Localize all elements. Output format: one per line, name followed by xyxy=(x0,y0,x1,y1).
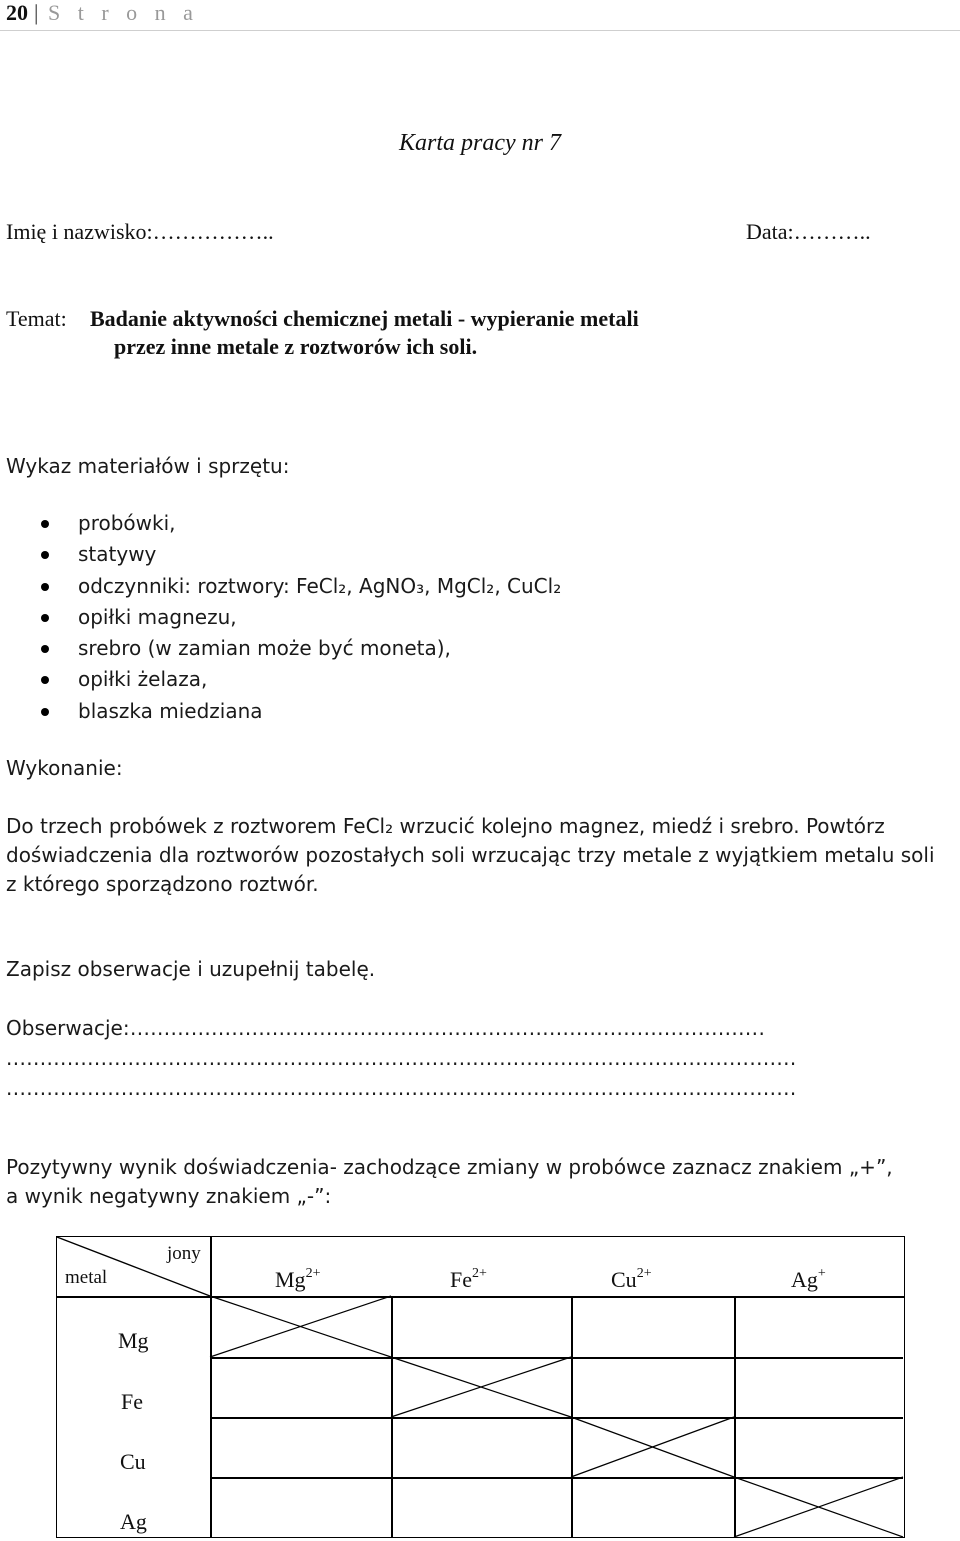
column-header-cu: $Cu^{2+}$ xyxy=(611,1266,652,1292)
page-separator: | xyxy=(34,0,39,25)
topic-label: Temat: xyxy=(6,306,67,331)
result-note-line-2: a wynik negatywny znakiem „-”: xyxy=(6,1184,332,1208)
procedure-line: z którego sporządzono roztwór. xyxy=(6,872,319,896)
topic-line-2: przez inne metale z roztworów ich soli. xyxy=(114,334,478,359)
result-note-line-1: Pozytywny wynik doświadczenia- zachodzące zmiany w probówce zaznacz znakiem „+”, xyxy=(6,1155,893,1179)
bullet-icon xyxy=(41,676,49,684)
observations-line-3[interactable]: ..................................................................................................................... xyxy=(6,1076,797,1100)
materials-list xyxy=(0,508,561,727)
column-header-mg: $Mg^{2+}$ xyxy=(275,1266,321,1292)
student-name-field: Imię i nazwisko:…………….. xyxy=(6,219,274,244)
bullet-icon xyxy=(41,614,49,622)
list-item: blaszka miedziana xyxy=(0,696,561,727)
worksheet-title: Karta pracy nr 7 xyxy=(399,130,561,156)
procedure-line: doświadczenia dla roztworów pozostałych soli wrzucając trzy metale z wyjątkiem metalu soli xyxy=(6,843,935,867)
list-item: statywy xyxy=(0,539,561,570)
column-header-fe: $Fe^{2+}$ xyxy=(450,1266,487,1292)
corner-label-ions: jony xyxy=(167,1243,201,1264)
date-field: Data:……….. xyxy=(746,219,871,244)
bullet-icon xyxy=(41,583,49,591)
observations-instruction: Zapisz obserwacje i uzupełnij tabelę. xyxy=(6,957,376,981)
bullet-icon xyxy=(41,708,49,716)
topic-line-1: Badanie aktywności chemicznej metali - wypieranie metali xyxy=(90,306,639,331)
row-label-mg: Mg xyxy=(118,1328,149,1353)
list-item: probówki, xyxy=(0,508,561,539)
bullet-icon xyxy=(41,645,49,653)
procedure-line: Do trzech probówek z roztworem FeCl₂ wrzucić kolejno magnez, miedź i srebro. Powtórz xyxy=(6,814,885,838)
procedure-paragraph xyxy=(6,812,956,899)
observations-label: Obserwacje: xyxy=(6,1016,130,1040)
row-label-ag: Ag xyxy=(120,1509,147,1534)
list-item: opiłki magnezu, xyxy=(0,602,561,633)
bullet-icon xyxy=(41,520,49,528)
list-item: srebro (w zamian może być moneta), xyxy=(0,633,561,664)
list-item: opiłki żelaza, xyxy=(0,664,561,695)
page-number: 20 xyxy=(6,0,28,25)
header-rule xyxy=(0,30,960,31)
row-label-cu: Cu xyxy=(120,1449,146,1474)
column-header-ag: Ag+ xyxy=(791,1266,826,1292)
row-label-fe: Fe xyxy=(121,1389,143,1414)
observations-line-2[interactable]: ..................................................................................................................... xyxy=(6,1046,797,1070)
materials-heading: Wykaz materiałów i sprzętu: xyxy=(6,454,290,478)
observations-line-1[interactable]: .............................................................................................. xyxy=(130,1016,766,1040)
corner-label-metal: metal xyxy=(65,1267,108,1288)
bullet-icon xyxy=(41,551,49,559)
results-table xyxy=(56,1236,905,1538)
page-word: S t r o n a xyxy=(48,0,199,25)
list-item: odczynniki: roztwory: FeCl₂, AgNO₃, MgCl₂, CuCl₂ xyxy=(0,571,561,602)
procedure-heading: Wykonanie: xyxy=(6,756,123,780)
